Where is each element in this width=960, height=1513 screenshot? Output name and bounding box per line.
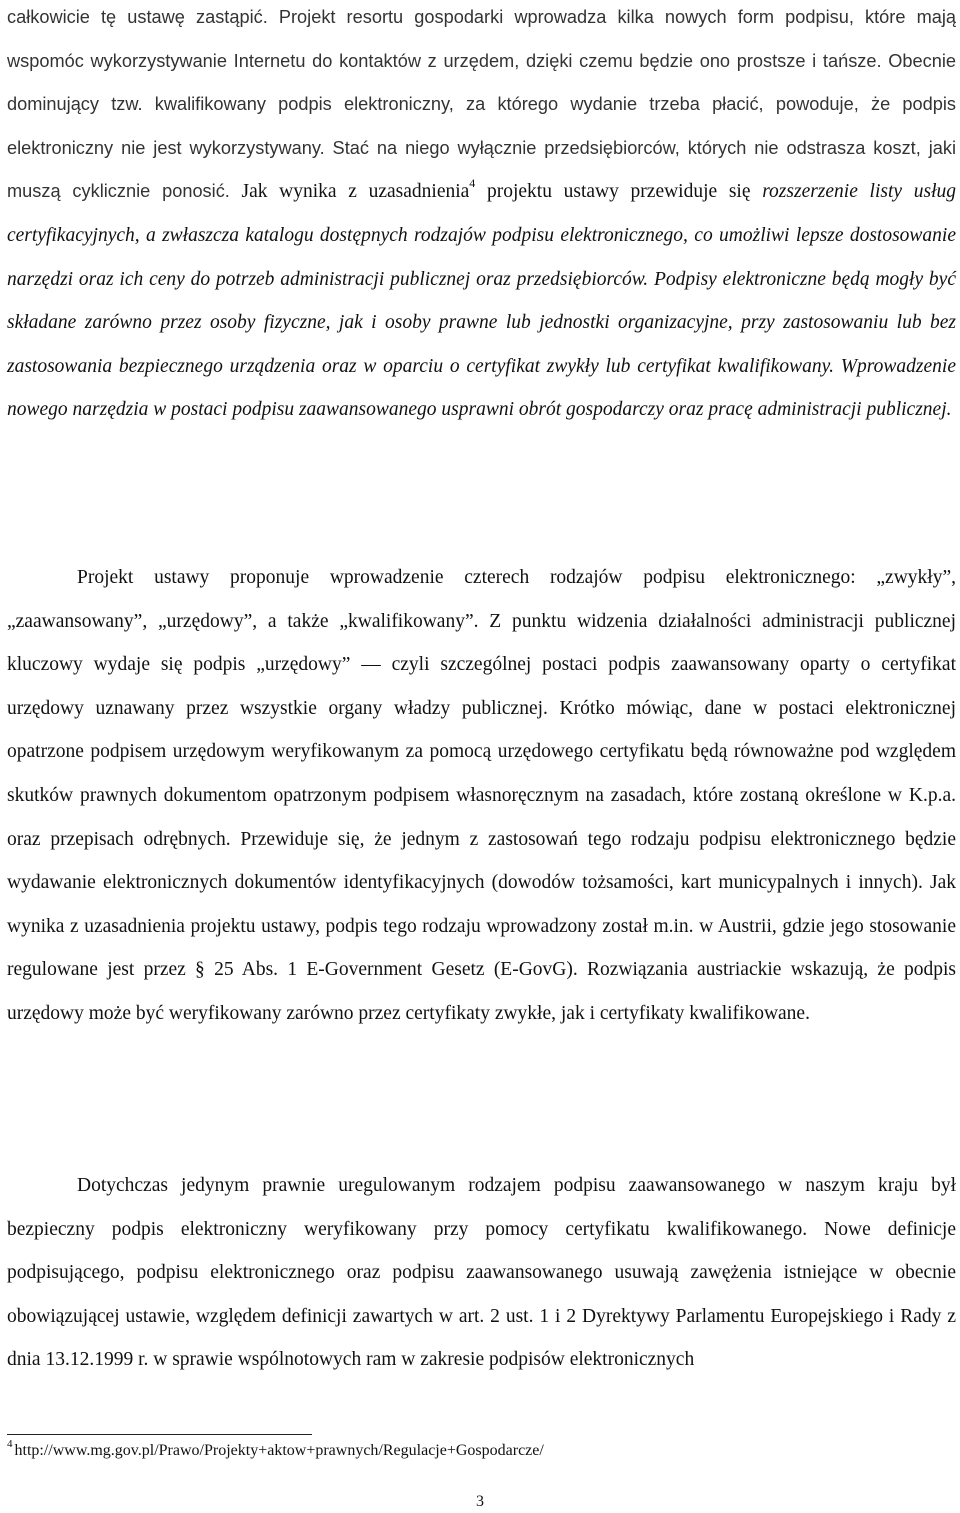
paragraph-1-continuation: projektu ustawy przewiduje się (475, 181, 763, 203)
page-number: 3 (476, 1493, 484, 1510)
paragraph-2: Projekt ustawy proponuje wprowadzenie czterech rodzajów podpisu elektronicznego: „zwykły”, „zaawansowany”, „urzędowy”, a także „kwalifikowany”. Z punktu widzenia działalności administracji publicznej kluczowy wydaje się podpis „urzędowy” — czyli szczególnej postaci podpis zaawansowany oparty o certyfikat urzędowy uznawany przez wszystkie organy władzy publicznej. Krótko mówiąc, dane w postaci elektronicznej opatrzone podpisem urzędowym weryfikowanym za pomocą urzędowego certyfikatu będą równoważne pod względem skutków prawnych dokumentom opatrzonym podpisem własnoręcznym na zasadach, które zostaną określone w K.p.a. oraz przepisach odrębnych. Przewiduje się, że jednym z zastosowań tego rodzaju podpisu elektronicznego będzie wydawanie elektronicznych dokumentów identyfikacyjnych (dowodów tożsamości, kart municypalnych i innych). Jak wynika z uzasadnienia projektu ustawy, podpis tego rodzaju wprowadzony został m.in. w Austrii, gdzie jego stosowanie regulowane jest przez § 25 Abs. 1 E-Government Gesetz (E-GovG). Rozwiązania austriackie wskazują, że podpis urzędowy może być weryfikowany zarówno przez certyfikaty zwykłe, jak i certyfikaty kwalifikowane. (7, 567, 956, 1024)
paragraph-1 (7, 0, 956, 432)
footnote (7, 1440, 947, 1462)
paragraph-1-italic: rozszerzenie listy usług certyfikacyjnych, a zwłaszcza katalogu dostępnych rodzajów podpisu elektronicznego, co umożliwi lepsze dostosowanie narzędzi oraz ich ceny do potrzeb administracji publicznej oraz przedsiębiorców. Podpisy elektroniczne będą mogły być składane zarówno przez osoby fizyczne, jak i osoby prawne lub jednostki organizacyjne, przy zastosowaniu lub bez zastosowania bezpiecznego urządzenia oraz w oparciu o certyfikat zwykły lub certyfikat kwalifikowany. Wprowadzenie nowego narzędzia w postaci podpisu zaawansowanego usprawni obrót gospodarczy oraz pracę administracji publicznej. (7, 181, 956, 421)
footnote-link[interactable]: http://www.mg.gov.pl/Prawo/Projekty+aktow+prawnych/Regulacje+Gospodarcze/ (14, 1442, 544, 1459)
footnote-separator (7, 1434, 312, 1435)
footnote-reference[interactable]: 4 (469, 176, 476, 191)
paragraph-1-intro: całkowicie tę ustawę zastąpić. Projekt resortu gospodarki wprowadza kilka nowych form podpisu, które mają wspomóc wykorzystywanie Internetu do kontaktów z urzędem, dzięki czemu będzie ono prostsze i tańsze. Obecnie dominujący tzw. kwalifikowany podpis elektroniczny, za którego wydanie trzeba płacić, powoduje, że podpis elektroniczny nie jest wykorzystywany. Stać na niego wyłącznie przedsiębiorców, których nie odstrasza koszt, jaki muszą cyklicznie ponosić. (7, 7, 956, 202)
footnote-number: 4 (7, 1438, 13, 1450)
paragraph-1-citation: Jak wynika z uzasadnienia (229, 181, 470, 203)
paragraph-3: Dotychczas jedynym prawnie uregulowanym rodzajem podpisu zaawansowanego w naszym kraju był bezpieczny podpis elektroniczny weryfikowany przy pomocy certyfikatu kwalifikowanego. Nowe definicje podpisującego, podpisu elektronicznego oraz podpisu zaawansowanego usuwają zawężenia istniejące w obecnie obowiązującej ustawie, względem definicji zawartych w art. 2 ust. 1 i 2 Dyrektywy Parlamentu Europejskiego i Rady z dnia 13.12.1999 r. w sprawie wspólnotowych ram w zakresie podpisów elektronicznych (7, 1175, 956, 1371)
